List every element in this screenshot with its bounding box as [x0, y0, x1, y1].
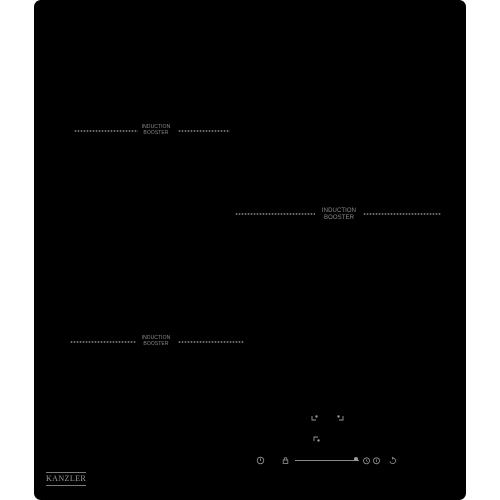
zone-label-line2: BOOSTER: [143, 129, 169, 136]
zone-label: [136, 125, 176, 136]
zone-label-line1: INDUCTION: [141, 335, 171, 341]
zone-marker-dots: [70, 341, 136, 343]
timer-icon[interactable]: [362, 456, 371, 465]
zone-marker-dots: [363, 213, 441, 215]
power-slider-handle[interactable]: [354, 457, 358, 461]
induction-hob-glass: [34, 0, 466, 500]
power-icon[interactable]: [256, 456, 265, 465]
power-slider-track[interactable]: [295, 460, 359, 461]
cooking-zone-top-left[interactable]: [74, 125, 230, 139]
booster-icon[interactable]: [388, 456, 397, 465]
brand-logo: KANZLER: [46, 474, 87, 483]
zone-bottom-icon[interactable]: [312, 435, 321, 444]
cooking-zone-right[interactable]: [235, 208, 441, 222]
zone-marker-dots: [178, 130, 230, 132]
zone-label-line2: BOOSTER: [143, 340, 169, 347]
zone-label: [317, 208, 361, 221]
zone-label-line1: INDUCTION: [321, 208, 357, 214]
timer-plus-icon[interactable]: [372, 456, 381, 465]
zone-marker-dots: [74, 130, 138, 132]
zone-marker-dots: [178, 341, 244, 343]
zone-left-icon[interactable]: [310, 414, 319, 423]
zone-label: [136, 336, 176, 347]
zone-label-line2: BOOSTER: [323, 214, 355, 221]
zone-label-line1: INDUCTION: [141, 124, 171, 130]
brand-rule-top: [46, 472, 86, 473]
lock-icon[interactable]: [281, 456, 290, 465]
cooking-zone-bottom-left[interactable]: [70, 336, 244, 350]
zone-marker-dots: [235, 213, 315, 215]
brand-rule-bottom: [46, 485, 86, 486]
zone-right-icon[interactable]: [335, 414, 344, 423]
